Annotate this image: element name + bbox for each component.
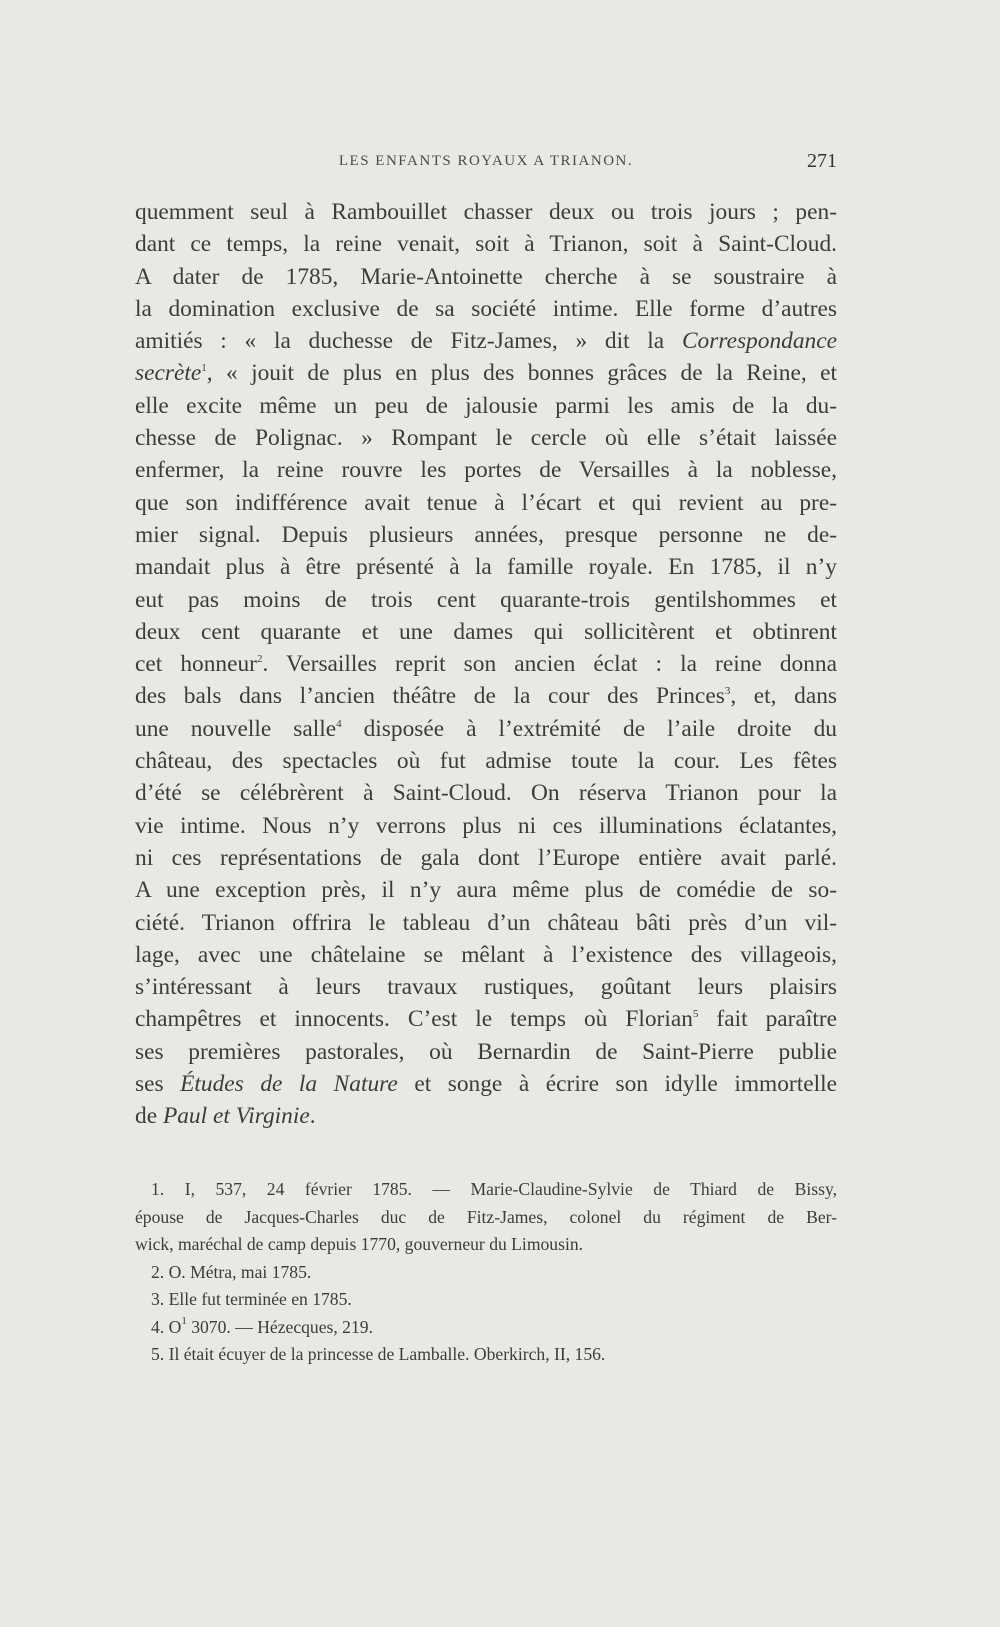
footnote-2: 2. O. Métra, mai 1785. [151,1261,312,1282]
text-line: château, des spectacles où fut admise toute la cour. Les fêtes [135,748,837,775]
text-fragment: de [135,1103,163,1130]
footnote-ref: 4 [336,717,342,730]
text-fragment: . [309,1103,316,1130]
footnote-1: 1. I, 537, 24 février 1785. — Marie-Claudine-Sylvie de Thiard de Bissy, [151,1179,837,1199]
footnote-1-cont: wick, maréchal de camp depuis 1770, gouverneur du Limousin. [135,1234,584,1254]
text-fragment: ses [135,1071,181,1098]
text-line: A dater de 1785, Marie-Antoinette cherche à se soustraire à [135,263,837,290]
text-line: quemment seul à Rambouillet chasser deux ou trois jours ; pen- [135,199,837,225]
page-header [135,150,837,183]
text-line: que son indifférence avait tenue à l’écart et qui revient au pre- [135,489,837,516]
text-fragment: champêtres et innocents. C’est le temps où Florian [135,1006,693,1033]
text-line: dant ce temps, la reine venait, soit à Trianon, soit à Saint-Cloud. [135,231,837,258]
footnote-1-cont: épouse de Jacques-Charles duc de Fitz-James, colonel du régiment de Ber- [135,1206,837,1227]
text-fragment: des bals dans l’ancien théâtre de la cour des Princes [135,683,725,710]
running-title: LES ENFANTS ROYAUX A TRIANON. [338,153,634,169]
text-line: enfermer, la reine rouvre les portes de Versailles à la noblesse, [135,457,837,484]
footnotes [135,1176,837,1369]
text-line [135,325,837,357]
footnote-sup: 1 [181,1314,187,1327]
footnote-ref: 1 [201,362,207,375]
text-fragment: 4. O [151,1316,182,1337]
text-fragment: . Versailles reprit son ancien éclat : la reine donna [262,651,837,678]
text-line: d’été se célébrèrent à Saint-Cloud. On réserva Trianon pour la [135,780,837,807]
text-line: la domination exclusive de sa société intime. Elle forme d’autres [135,295,837,322]
page-number: 271 [807,150,837,172]
text-line [135,648,837,680]
text-line: mier signal. Depuis plusieurs années, presque personne ne de- [135,521,837,548]
text-fragment: , « jouit de plus en plus des bonnes grâces de la Reine, et [206,360,837,387]
text-line [135,357,837,389]
footnote-3: 3. Elle fut terminée en 1785. [151,1289,352,1309]
italic-title: Paul et Virginie [162,1103,310,1130]
italic-title: Correspondance [681,328,837,355]
text-line [135,1003,837,1035]
text-line: vie intime. Nous n’y verrons plus ni ces illuminations éclatantes, [135,812,837,839]
text-line: ciété. Trianon offrira le tableau d’un château bâti près d’un vil- [135,909,837,936]
text-fragment: cet honneur [135,651,257,678]
italic-title: secrète [135,360,202,387]
text-fragment: fait paraître [698,1006,837,1033]
footnote-5: 5. Il était écuyer de la princesse de Lamballe. Oberkirch, II, 156. [151,1344,606,1364]
text-line: eut pas moins de trois cent quarante-trois gentilshommes et [135,586,837,613]
footnote-4 [135,1314,837,1342]
footnote-ref: 2 [256,653,263,666]
text-line [135,1100,837,1132]
text-line [135,1068,837,1100]
italic-title: Études de la Nature [180,1071,398,1098]
text-line: mandait plus à être présenté à la famille royale. En 1785, il n’y [135,554,837,581]
text-fragment: une nouvelle salle [135,715,337,742]
text-line: deux cent quarante et une dames qui sollicitèrent et obtinrent [135,618,837,645]
footnote-ref: 5 [692,1008,699,1021]
text-line: s’intéressant à leurs travaux rustiques, goûtant leurs plaisirs [135,974,837,1001]
text-line [135,680,837,712]
text-line: ni ces représentations de gala dont l’Europe entière avait parlé. [135,844,837,871]
text-line: chesse de Polignac. » Rompant le cercle où elle s’était laissée [135,425,837,452]
text-fragment: et songe à écrire son idylle immortelle [397,1071,837,1098]
text-fragment: disposée à l’extrémité de l’aile droite du [341,715,838,742]
text-line: elle excite même un peu de jalousie parmi les amis de la du- [135,392,837,419]
text-line [135,713,837,745]
text-fragment: amitiés : « la duchesse de Fitz-James, » dit la [135,328,682,355]
text-line: A une exception près, il n’y aura même plus de comédie de so- [135,877,837,904]
text-fragment: , et, dans [730,683,837,710]
text-fragment: 3070. — Hézecques, 219. [186,1316,373,1337]
main-text [135,196,837,1133]
text-line: ses premières pastorales, où Bernardin de Saint-Pierre publie [135,1038,837,1065]
text-line: lage, avec une châtelaine se mêlant à l’existence des villageois, [135,941,837,968]
footnote-ref: 3 [724,685,731,698]
